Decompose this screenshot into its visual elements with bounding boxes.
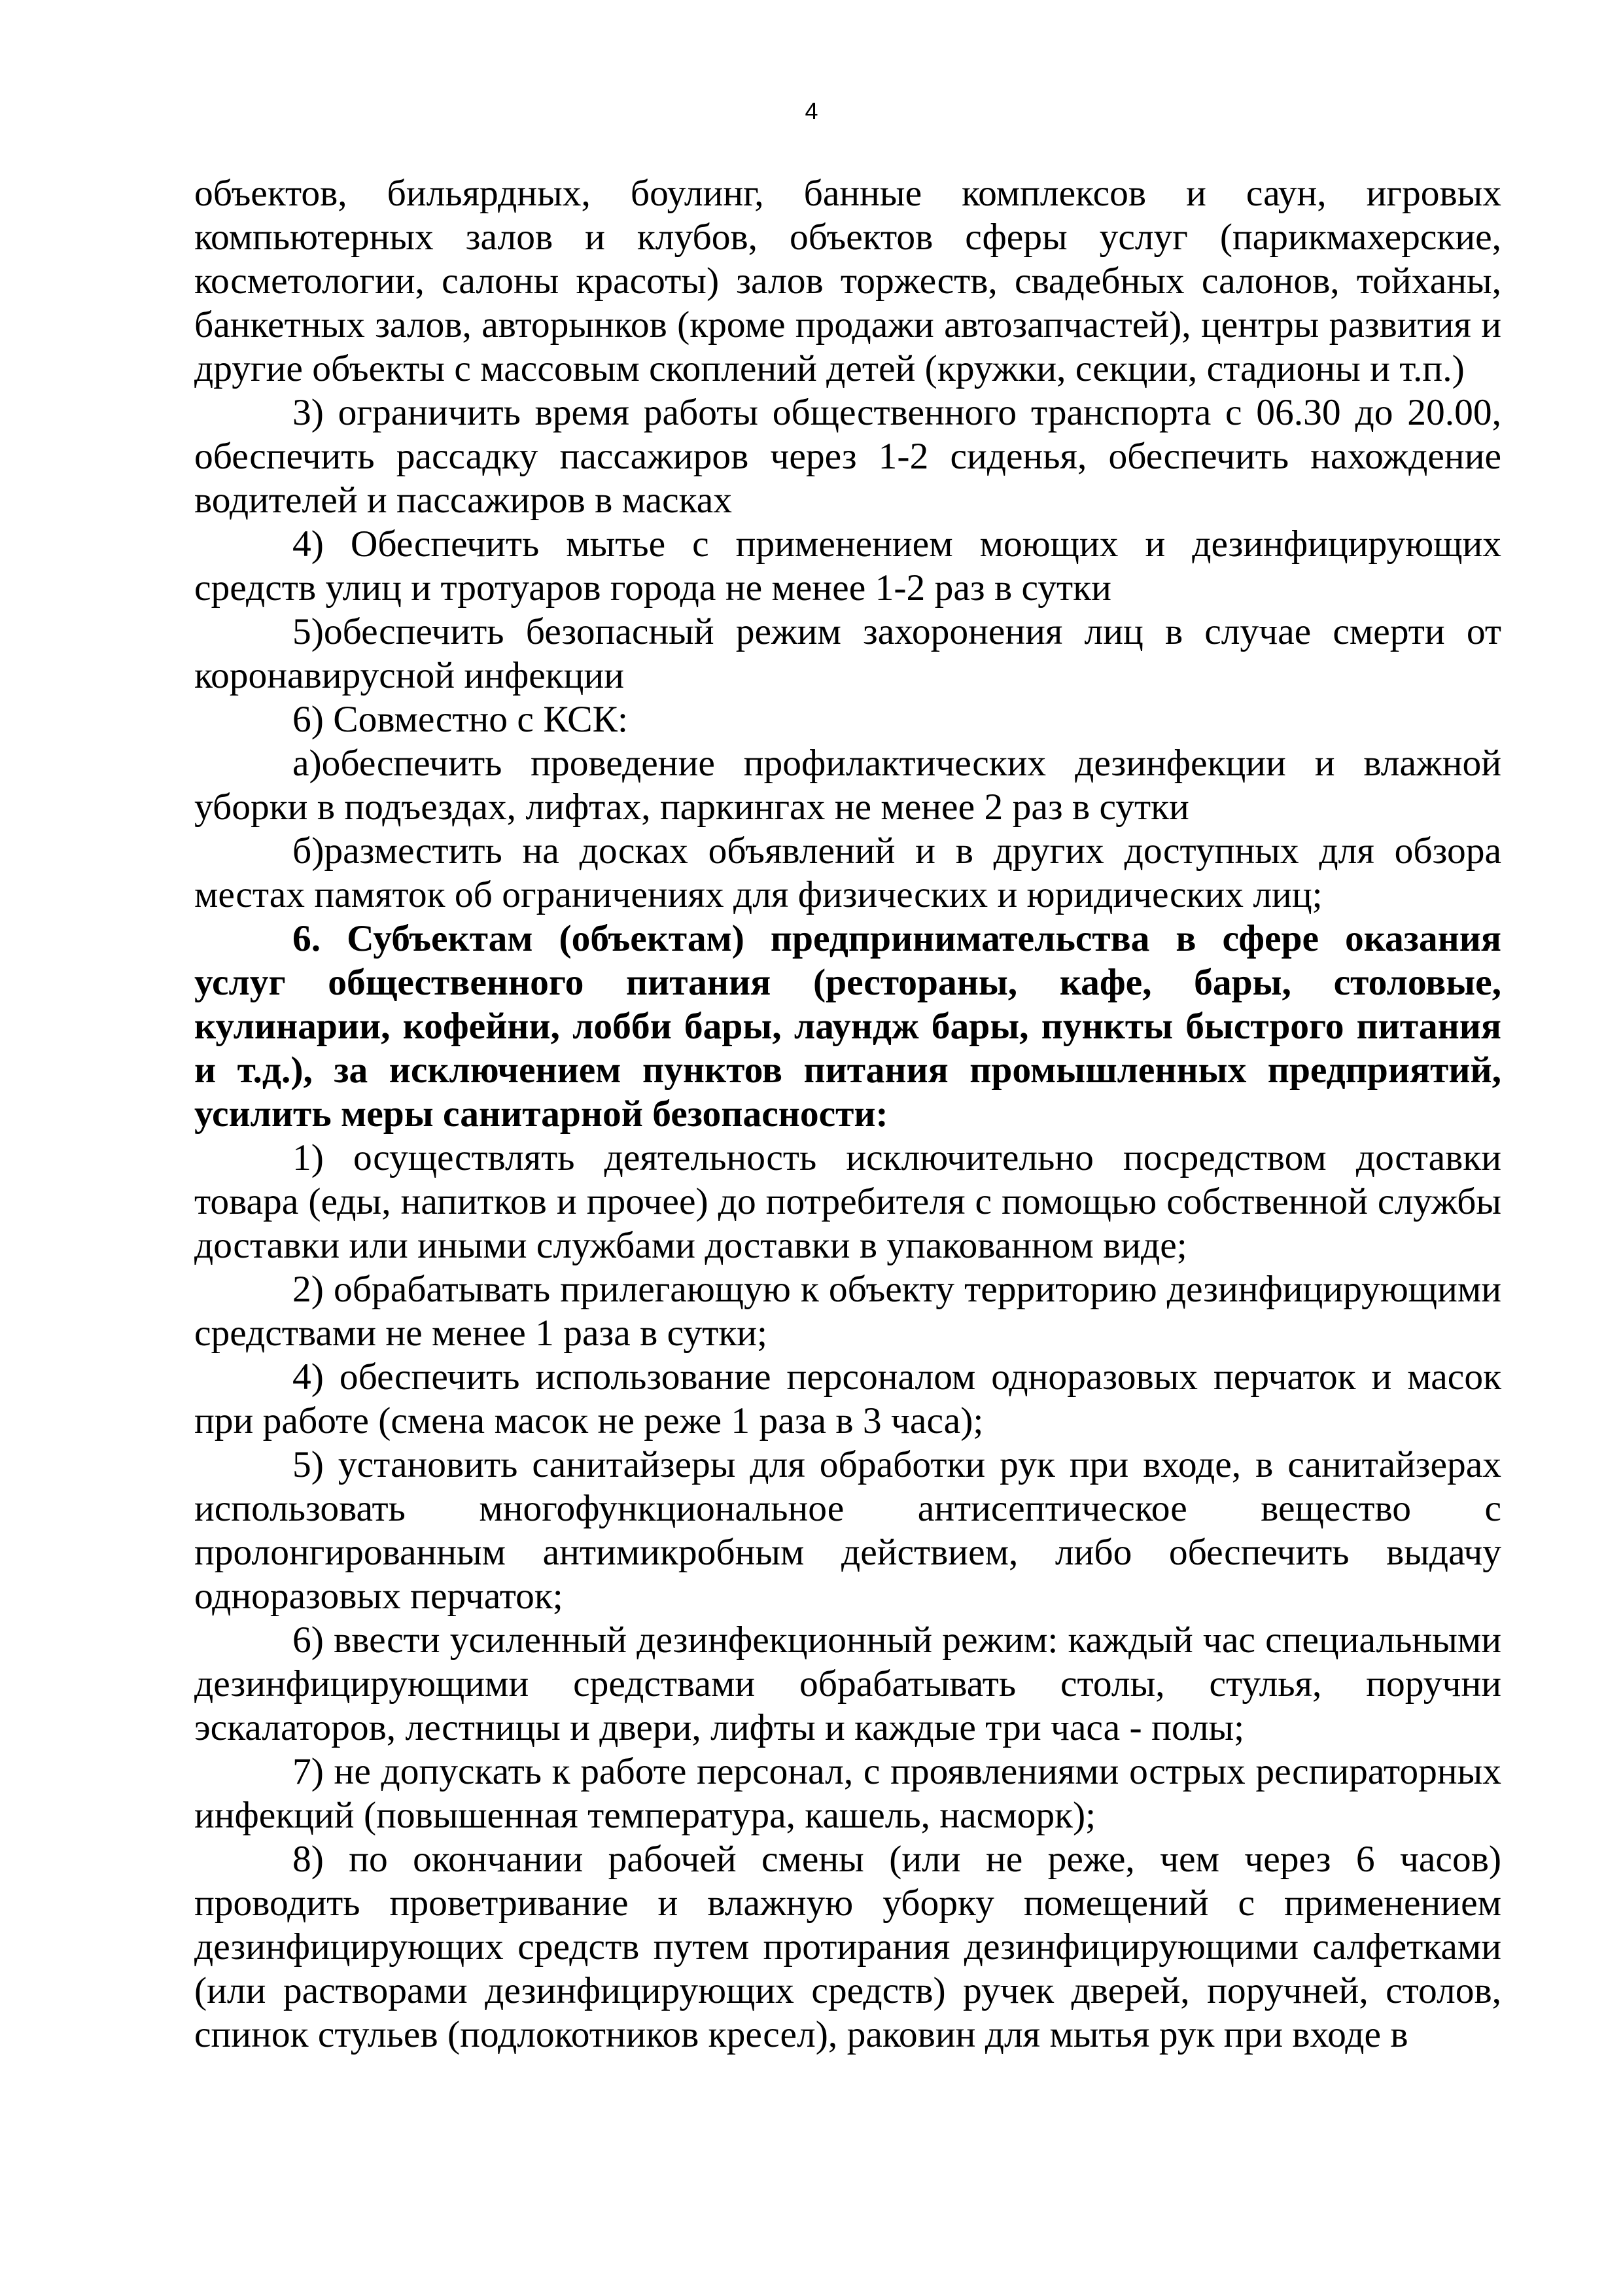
paragraph: 5)обеспечить безопасный режим захоронения лиц в случае смерти от коронавирусной инфекции bbox=[194, 611, 1501, 696]
paragraph: 4) Обеспечить мытье с применением моющих и дезинфицирующих средств улиц и тротуаров города не менее 1-2 раз в сутки bbox=[194, 523, 1501, 609]
paragraph: 1) осуществлять деятельность исключительно посредством доставки товара (еды, напитков и прочее) до потребителя с помощью собственной службы доставки или иными службами доставки в упакованном виде; bbox=[194, 1137, 1501, 1266]
document-body bbox=[194, 171, 1501, 2057]
paragraph: 4) обеспечить использование персоналом одноразовых перчаток и масок при работе (смена масок не реже 1 раза в 3 часа); bbox=[194, 1356, 1501, 1441]
paragraph: 6) ввести усиленный дезинфекционный режим: каждый час специальными дезинфицирующими средствами обрабатывать столы, стулья, поручни эскалаторов, лестницы и двери, лифты и каждые три часа - полы; bbox=[194, 1619, 1501, 1748]
paragraph: объектов, бильярдных, боулинг, банные комплексов и саун, игровых компьютерных залов и клубов, объектов сферы услуг (парикмахерские, косметологии, салоны красоты) залов торжеств, свадебных салонов, тойханы, банкетных залов, авторынков (кроме продажи автозапчастей), центры развития и другие объекты с массовым скоплений детей (кружки, секции, стадионы и т.п.) bbox=[194, 173, 1501, 389]
paragraph: б)разместить на досках объявлений и в других доступных для обзора местах памяток об ограничениях для физических и юридических лиц; bbox=[194, 830, 1501, 915]
paragraph: 5) установить санитайзеры для обработки рук при входе, в санитайзерах использовать многофункциональное антисептическое вещество с пролонгированным антимикробным действием, либо обеспечить выдачу одноразовых перчаток; bbox=[194, 1444, 1501, 1617]
paragraph: 6) Совместно с КСК: bbox=[292, 699, 628, 740]
paragraph: 7) не допускать к работе персонал, с проявлениями острых респираторных инфекций (повышенная температура, кашель, насморк); bbox=[194, 1751, 1501, 1836]
paragraph: 8) по окончании рабочей смены (или не реже, чем через 6 часов) проводить проветривание и влажную уборку помещений с применением дезинфицирующих средств путем протирания дезинфицирующими салфетками (или растворами дезинфицирующих средств) ручек дверей, поручней, столов, спинок стульев (подлокотников кресел), раковин для мытья рук при входе в bbox=[194, 1839, 1501, 2055]
paragraph: а)обеспечить проведение профилактических дезинфекции и влажной уборки в подъездах, лифтах, паркингах не менее 2 раз в сутки bbox=[194, 743, 1501, 828]
paragraph: 3) ограничить время работы общественного транспорта с 06.30 до 20.00, обеспечить рассадку пассажиров через 1-2 сиденья, обеспечить нахождение водителей и пассажиров в масках bbox=[194, 392, 1501, 521]
page-number: 4 bbox=[805, 97, 818, 124]
section-heading: 6. Субъектам (объектам) предпринимательства в сфере оказания услуг общественного питания (рестораны, кафе, бары, столовые, кулинарии, кофейни, лобби бары, лаундж бары, пункты быстрого питания и т.д.), за исключением пунктов питания промышленных предприятий, усилить меры санитарной безопасности: bbox=[194, 918, 1501, 1135]
paragraph: 2) обрабатывать прилегающую к объекту территорию дезинфицирующими средствами не менее 1 раза в сутки; bbox=[194, 1269, 1501, 1354]
